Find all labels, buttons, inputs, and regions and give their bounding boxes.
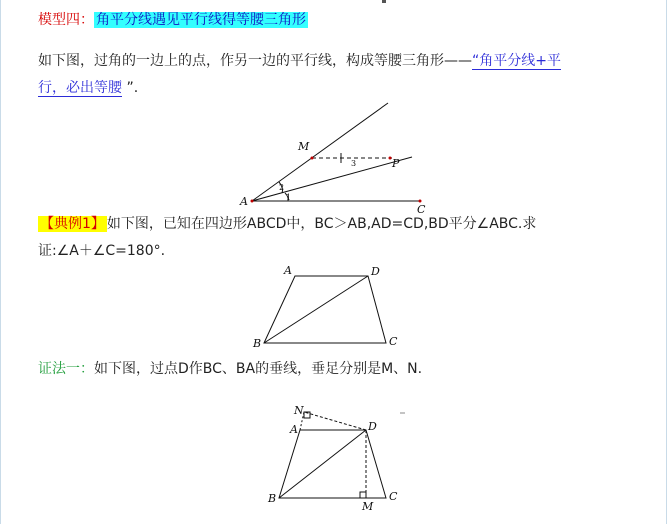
quad-ABCD-2: [279, 430, 386, 498]
label-angle-2: 2: [279, 183, 285, 192]
figure-quadrilateral: [264, 276, 386, 343]
fig3-label-N: N: [294, 404, 304, 417]
heading-label: 模型四：: [38, 12, 94, 28]
intro-quote-1: “角平分线+平: [472, 53, 561, 69]
intro-line1: 如下图，过角的一边上的点，作另一边的平行线，构成等腰三角形——: [38, 53, 472, 69]
heading-title: 角平分线遇见平行线得等腰三角形: [96, 12, 306, 28]
fig3-label-A: A: [290, 423, 298, 436]
example-tag: 【典例1】: [40, 216, 105, 232]
label-P: P: [392, 157, 400, 170]
ray-bisector: [252, 157, 412, 201]
right-angle-M: [360, 492, 366, 498]
example-text-1: 如下图，已知在四边形ABCD中，BC＞AB,AD=CD,BD平分∠ABC.求: [106, 216, 537, 232]
label-angle-1: 1: [286, 193, 292, 202]
point-M-dot: [311, 157, 314, 160]
fig3-label-D: D: [368, 420, 377, 433]
label-C: C: [417, 203, 426, 216]
fig3-label-M: M: [362, 500, 374, 513]
intro-quote-2: 行，必出等腰: [38, 80, 122, 96]
point-A-dot: [251, 200, 254, 203]
intro-end: ”.: [122, 80, 139, 96]
fig3-label-C: C: [389, 490, 398, 503]
figure-angle-bisector: [252, 103, 420, 201]
quad-ABCD: [264, 276, 386, 343]
proof-label: 证法一：: [38, 361, 94, 377]
fig3-label-B: B: [268, 492, 277, 505]
fig2-label-A: A: [284, 264, 292, 277]
label-angle-3: 3: [351, 159, 357, 168]
label-M: M: [298, 140, 310, 153]
label-A: A: [240, 195, 248, 208]
perpendicular-DN: [304, 412, 366, 430]
fig2-label-D: D: [371, 265, 380, 278]
fig2-label-C: C: [389, 335, 398, 348]
example-text-2: 证:∠A＋∠C=180°.: [38, 243, 166, 259]
proof-text: 如下图，过点D作BC、BA的垂线，垂足分别是M、N.: [94, 361, 423, 377]
ray-upper: [252, 103, 388, 201]
diagonal-BD-2: [279, 430, 366, 498]
fig2-label-B: B: [253, 337, 262, 350]
